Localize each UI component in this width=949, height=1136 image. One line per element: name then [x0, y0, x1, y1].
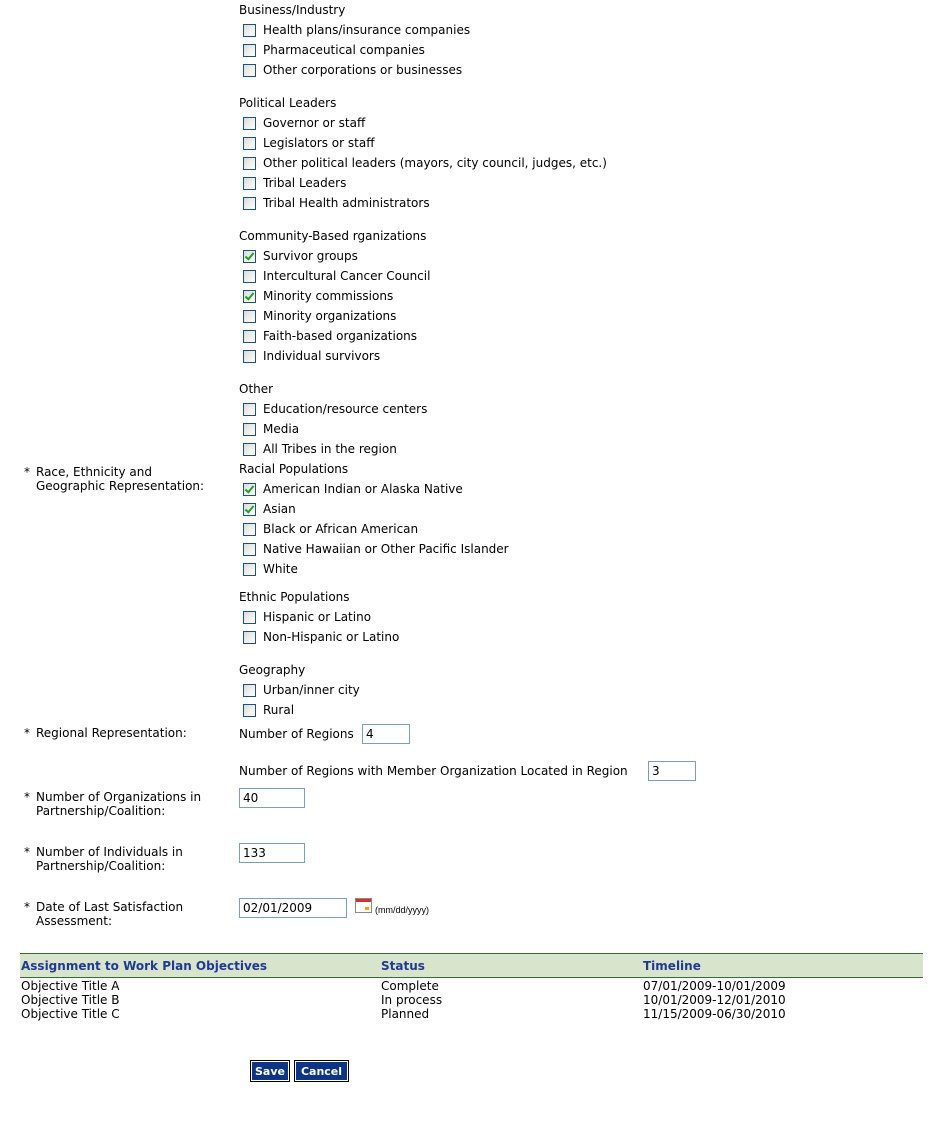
regions-label: Number of Regions [239, 727, 354, 741]
objective-title: Objective Title B [21, 993, 120, 1007]
checkbox-label: Survivor groups [263, 249, 358, 263]
checkbox-item[interactable] [243, 195, 430, 211]
checkbox-item[interactable] [243, 22, 470, 38]
checkbox-item[interactable] [243, 328, 417, 344]
checkbox-label: Native Hawaiian or Other Pacific Islander [263, 542, 509, 556]
checkbox[interactable] [243, 350, 256, 363]
checkbox-item[interactable] [243, 155, 607, 171]
group-heading: Political Leaders [239, 96, 337, 110]
checkbox-item[interactable] [243, 308, 396, 324]
objective-status: Complete [381, 979, 439, 993]
checkbox-item[interactable] [243, 288, 393, 304]
checkbox[interactable] [243, 330, 256, 343]
checkbox-label: Rural [263, 703, 295, 717]
checkbox[interactable] [243, 443, 256, 456]
checkbox-label: Non-Hispanic or Latino [263, 630, 400, 644]
regional-label: * Regional Representation: [24, 726, 187, 740]
checkbox-label: All Tribes in the region [263, 442, 397, 456]
checkbox[interactable] [243, 44, 256, 57]
checkbox-label: Individual survivors [263, 349, 381, 363]
regions-member-label: Number of Regions with Member Organization Located in Region [239, 764, 628, 778]
checkbox[interactable] [243, 24, 256, 37]
checkbox[interactable] [243, 704, 256, 717]
calendar-icon[interactable] [355, 898, 372, 913]
checkbox-item[interactable] [243, 541, 509, 557]
checkbox-item[interactable] [243, 268, 430, 284]
checkbox-label: American Indian or Alaska Native [263, 482, 463, 496]
checkbox[interactable] [243, 483, 256, 496]
checkbox-item[interactable] [243, 501, 296, 517]
checkbox-label: Other corporations or businesses [263, 63, 463, 77]
objective-status: Planned [381, 1007, 430, 1021]
checkbox-item[interactable] [243, 702, 294, 718]
race-label: * Race, Ethnicity and Geographic Representation: [24, 465, 205, 493]
checkbox-label: Tribal Health administrators [263, 196, 430, 210]
checkbox[interactable] [243, 684, 256, 697]
header-timeline: Timeline [643, 959, 701, 973]
checkbox[interactable] [243, 611, 256, 624]
checkbox-item[interactable] [243, 481, 463, 497]
checkbox-item[interactable] [243, 629, 399, 645]
individuals-input[interactable] [239, 843, 305, 863]
checkbox-item[interactable] [243, 561, 298, 577]
group-heading: Community-Based rganizations [239, 229, 427, 243]
group-heading: Geography [239, 663, 306, 677]
group-heading: Ethnic Populations [239, 590, 350, 604]
checkbox-label: Minority commissions [263, 289, 394, 303]
checkbox[interactable] [243, 503, 256, 516]
checkbox[interactable] [243, 177, 256, 190]
regions-input[interactable] [362, 724, 410, 744]
table-header [20, 953, 923, 978]
header-status: Status [381, 959, 425, 973]
group-heading: Racial Populations [239, 462, 349, 476]
checkbox-item[interactable] [243, 682, 360, 698]
header-objectives: Assignment to Work Plan Objectives [21, 959, 268, 973]
checkbox[interactable] [243, 270, 256, 283]
save-button[interactable]: Save [251, 1061, 289, 1081]
cancel-button[interactable]: Cancel [295, 1061, 348, 1081]
checkbox[interactable] [243, 290, 256, 303]
objective-status: In process [381, 993, 443, 1007]
checkbox[interactable] [243, 197, 256, 210]
checkbox-item[interactable] [243, 248, 358, 264]
checkbox[interactable] [243, 117, 256, 130]
checkbox[interactable] [243, 157, 256, 170]
checkbox-item[interactable] [243, 115, 365, 131]
checkbox-item[interactable] [243, 521, 418, 537]
date-input[interactable] [239, 898, 347, 918]
table-row [20, 1007, 923, 1021]
checkbox-label: Asian [263, 502, 296, 516]
checkbox[interactable] [243, 64, 256, 77]
checkbox-item[interactable] [243, 42, 425, 58]
checkbox-label: Urban/inner city [263, 683, 360, 697]
group-heading: Other [239, 382, 274, 396]
objective-timeline: 07/01/2009-10/01/2009 [643, 979, 786, 993]
orgs-input[interactable] [239, 788, 305, 808]
objective-title: Objective Title A [21, 979, 120, 993]
date-label: * Date of Last Satisfaction Assessment: [24, 900, 184, 928]
objective-timeline: 11/15/2009-06/30/2010 [643, 1007, 786, 1021]
checkbox-label: Other political leaders (mayors, city council, judges, etc.) [263, 156, 607, 170]
checkbox[interactable] [243, 631, 256, 644]
table-row [20, 979, 923, 993]
checkbox-label: Pharmaceutical companies [263, 43, 425, 57]
checkbox-item[interactable] [243, 609, 371, 625]
checkbox[interactable] [243, 563, 256, 576]
checkbox-item[interactable] [243, 348, 380, 364]
date-format-hint: (mm/dd/yyyy) [375, 905, 429, 915]
checkbox-label: Health plans/insurance companies [263, 23, 471, 37]
checkbox-label: White [263, 562, 298, 576]
checkbox-item[interactable] [243, 135, 374, 151]
individuals-label: * Number of Individuals in Partnership/Coalition: [24, 845, 183, 873]
checkbox[interactable] [243, 403, 256, 416]
checkbox-label: Intercultural Cancer Council [263, 269, 431, 283]
checkbox[interactable] [243, 543, 256, 556]
checkbox[interactable] [243, 310, 256, 323]
objective-timeline: 10/01/2009-12/01/2010 [643, 993, 786, 1007]
checkbox-label: Media [263, 422, 300, 436]
checkbox[interactable] [243, 250, 256, 263]
objectives-table [20, 953, 923, 1021]
checkbox-item[interactable] [243, 401, 427, 417]
objective-title: Objective Title C [21, 1007, 120, 1021]
regions-member-input[interactable] [648, 761, 696, 781]
checkbox-label: Tribal Leaders [263, 176, 347, 190]
checkbox-label: Governor or staff [263, 116, 366, 130]
checkbox-label: Legislators or staff [263, 136, 375, 150]
table-row [20, 993, 923, 1007]
checkbox-label: Black or African American [263, 522, 419, 536]
checkbox[interactable] [243, 137, 256, 150]
checkbox-item[interactable] [243, 175, 346, 191]
checkbox-item[interactable] [243, 441, 397, 457]
checkbox[interactable] [243, 523, 256, 536]
checkbox-item[interactable] [243, 62, 462, 78]
group-heading: Business/Industry [239, 3, 346, 17]
checkbox-label: Minority organizations [263, 309, 397, 323]
checkbox-label: Faith-based organizations [263, 329, 418, 343]
checkbox-item[interactable] [243, 421, 299, 437]
checkbox-label: Hispanic or Latino [263, 610, 372, 624]
orgs-label: * Number of Organizations in Partnership/Coalition: [24, 790, 202, 818]
checkbox[interactable] [243, 423, 256, 436]
checkbox-label: Education/resource centers [263, 402, 428, 416]
